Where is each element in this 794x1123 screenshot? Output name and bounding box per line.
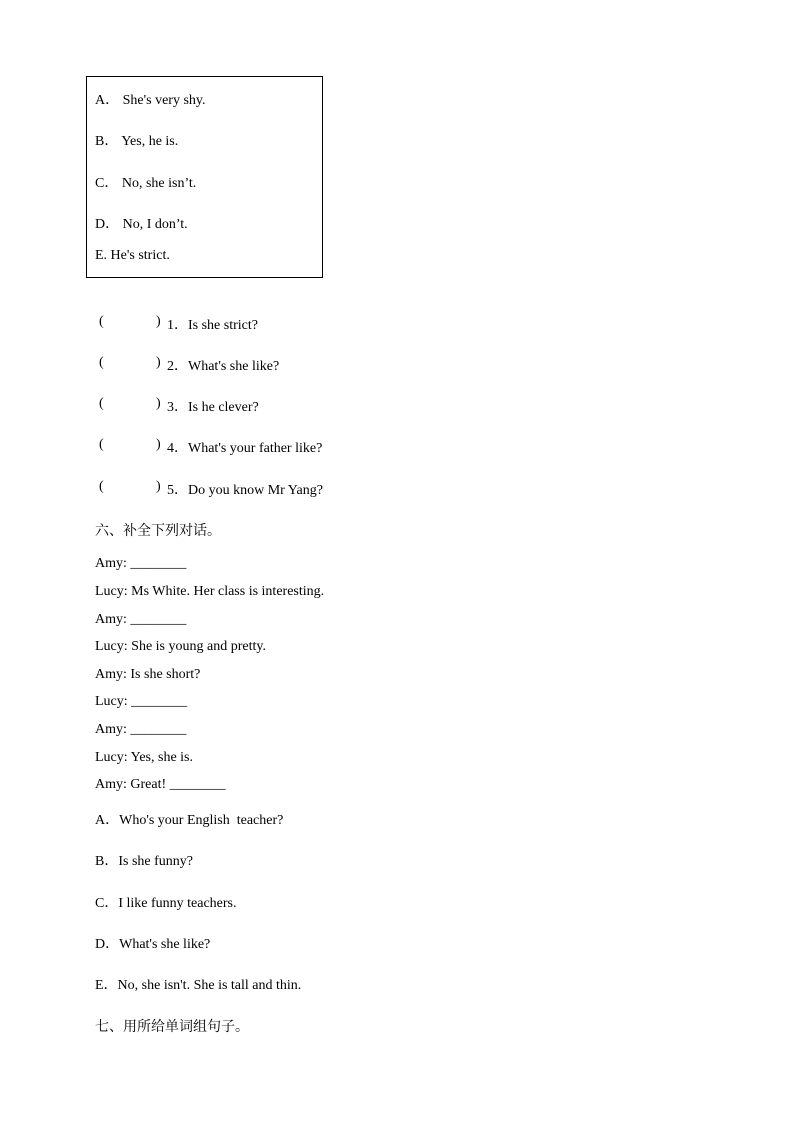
dialogue-option-a: A．Who's your English teacher? [95, 813, 284, 828]
answer-blank-open[interactable]: ( [99, 396, 104, 411]
section-6-title: 六、补全下列对话。 [95, 523, 221, 539]
answer-blank-close: ) [156, 479, 161, 494]
box-option-e: E. He's strict. [95, 248, 170, 263]
answer-blank-close: ) [156, 437, 161, 452]
section-7-title: 七、用所给单词组句子。 [95, 1019, 249, 1035]
box-option-b: B． Yes, he is. [95, 134, 179, 149]
answer-blank-close: ) [156, 314, 161, 329]
answer-blank-open[interactable]: ( [99, 314, 104, 329]
question-text: 1．Is she strict? [167, 318, 258, 333]
box-option-a: A． She's very shy. [95, 93, 206, 108]
answer-blank-open[interactable]: ( [99, 355, 104, 370]
dialogue-line: Lucy: ________ [95, 694, 188, 709]
box-option-c: C． No, she isn’t. [95, 176, 197, 191]
answer-blank-close: ) [156, 396, 161, 411]
dialogue-option-b: B．Is she funny? [95, 854, 193, 869]
dialogue-line: Lucy: She is young and pretty. [95, 639, 266, 654]
dialogue-line: Lucy: Ms White. Her class is interesting. [95, 584, 325, 599]
answer-blank-close: ) [156, 355, 161, 370]
dialogue-line: Amy: Great! ________ [95, 777, 226, 792]
answer-blank-open[interactable]: ( [99, 479, 104, 494]
question-text: 3．Is he clever? [167, 400, 259, 415]
dialogue-line: Amy: ________ [95, 722, 187, 737]
dialogue-line: Amy: ________ [95, 556, 187, 571]
dialogue-line: Amy: Is she short? [95, 667, 201, 682]
answer-blank-open[interactable]: ( [99, 437, 104, 452]
dialogue-option-c: C．I like funny teachers. [95, 896, 237, 911]
question-text: 4．What's your father like? [167, 441, 323, 456]
dialogue-line: Amy: ________ [95, 612, 187, 627]
dialogue-line: Lucy: Yes, she is. [95, 750, 194, 765]
dialogue-option-d: D．What's she like? [95, 937, 211, 952]
question-text: 5．Do you know Mr Yang? [167, 483, 323, 498]
question-text: 2．What's she like? [167, 359, 280, 374]
dialogue-option-e: E．No, she isn't. She is tall and thin. [95, 978, 302, 993]
box-option-d: D． No, I don’t. [95, 217, 188, 232]
